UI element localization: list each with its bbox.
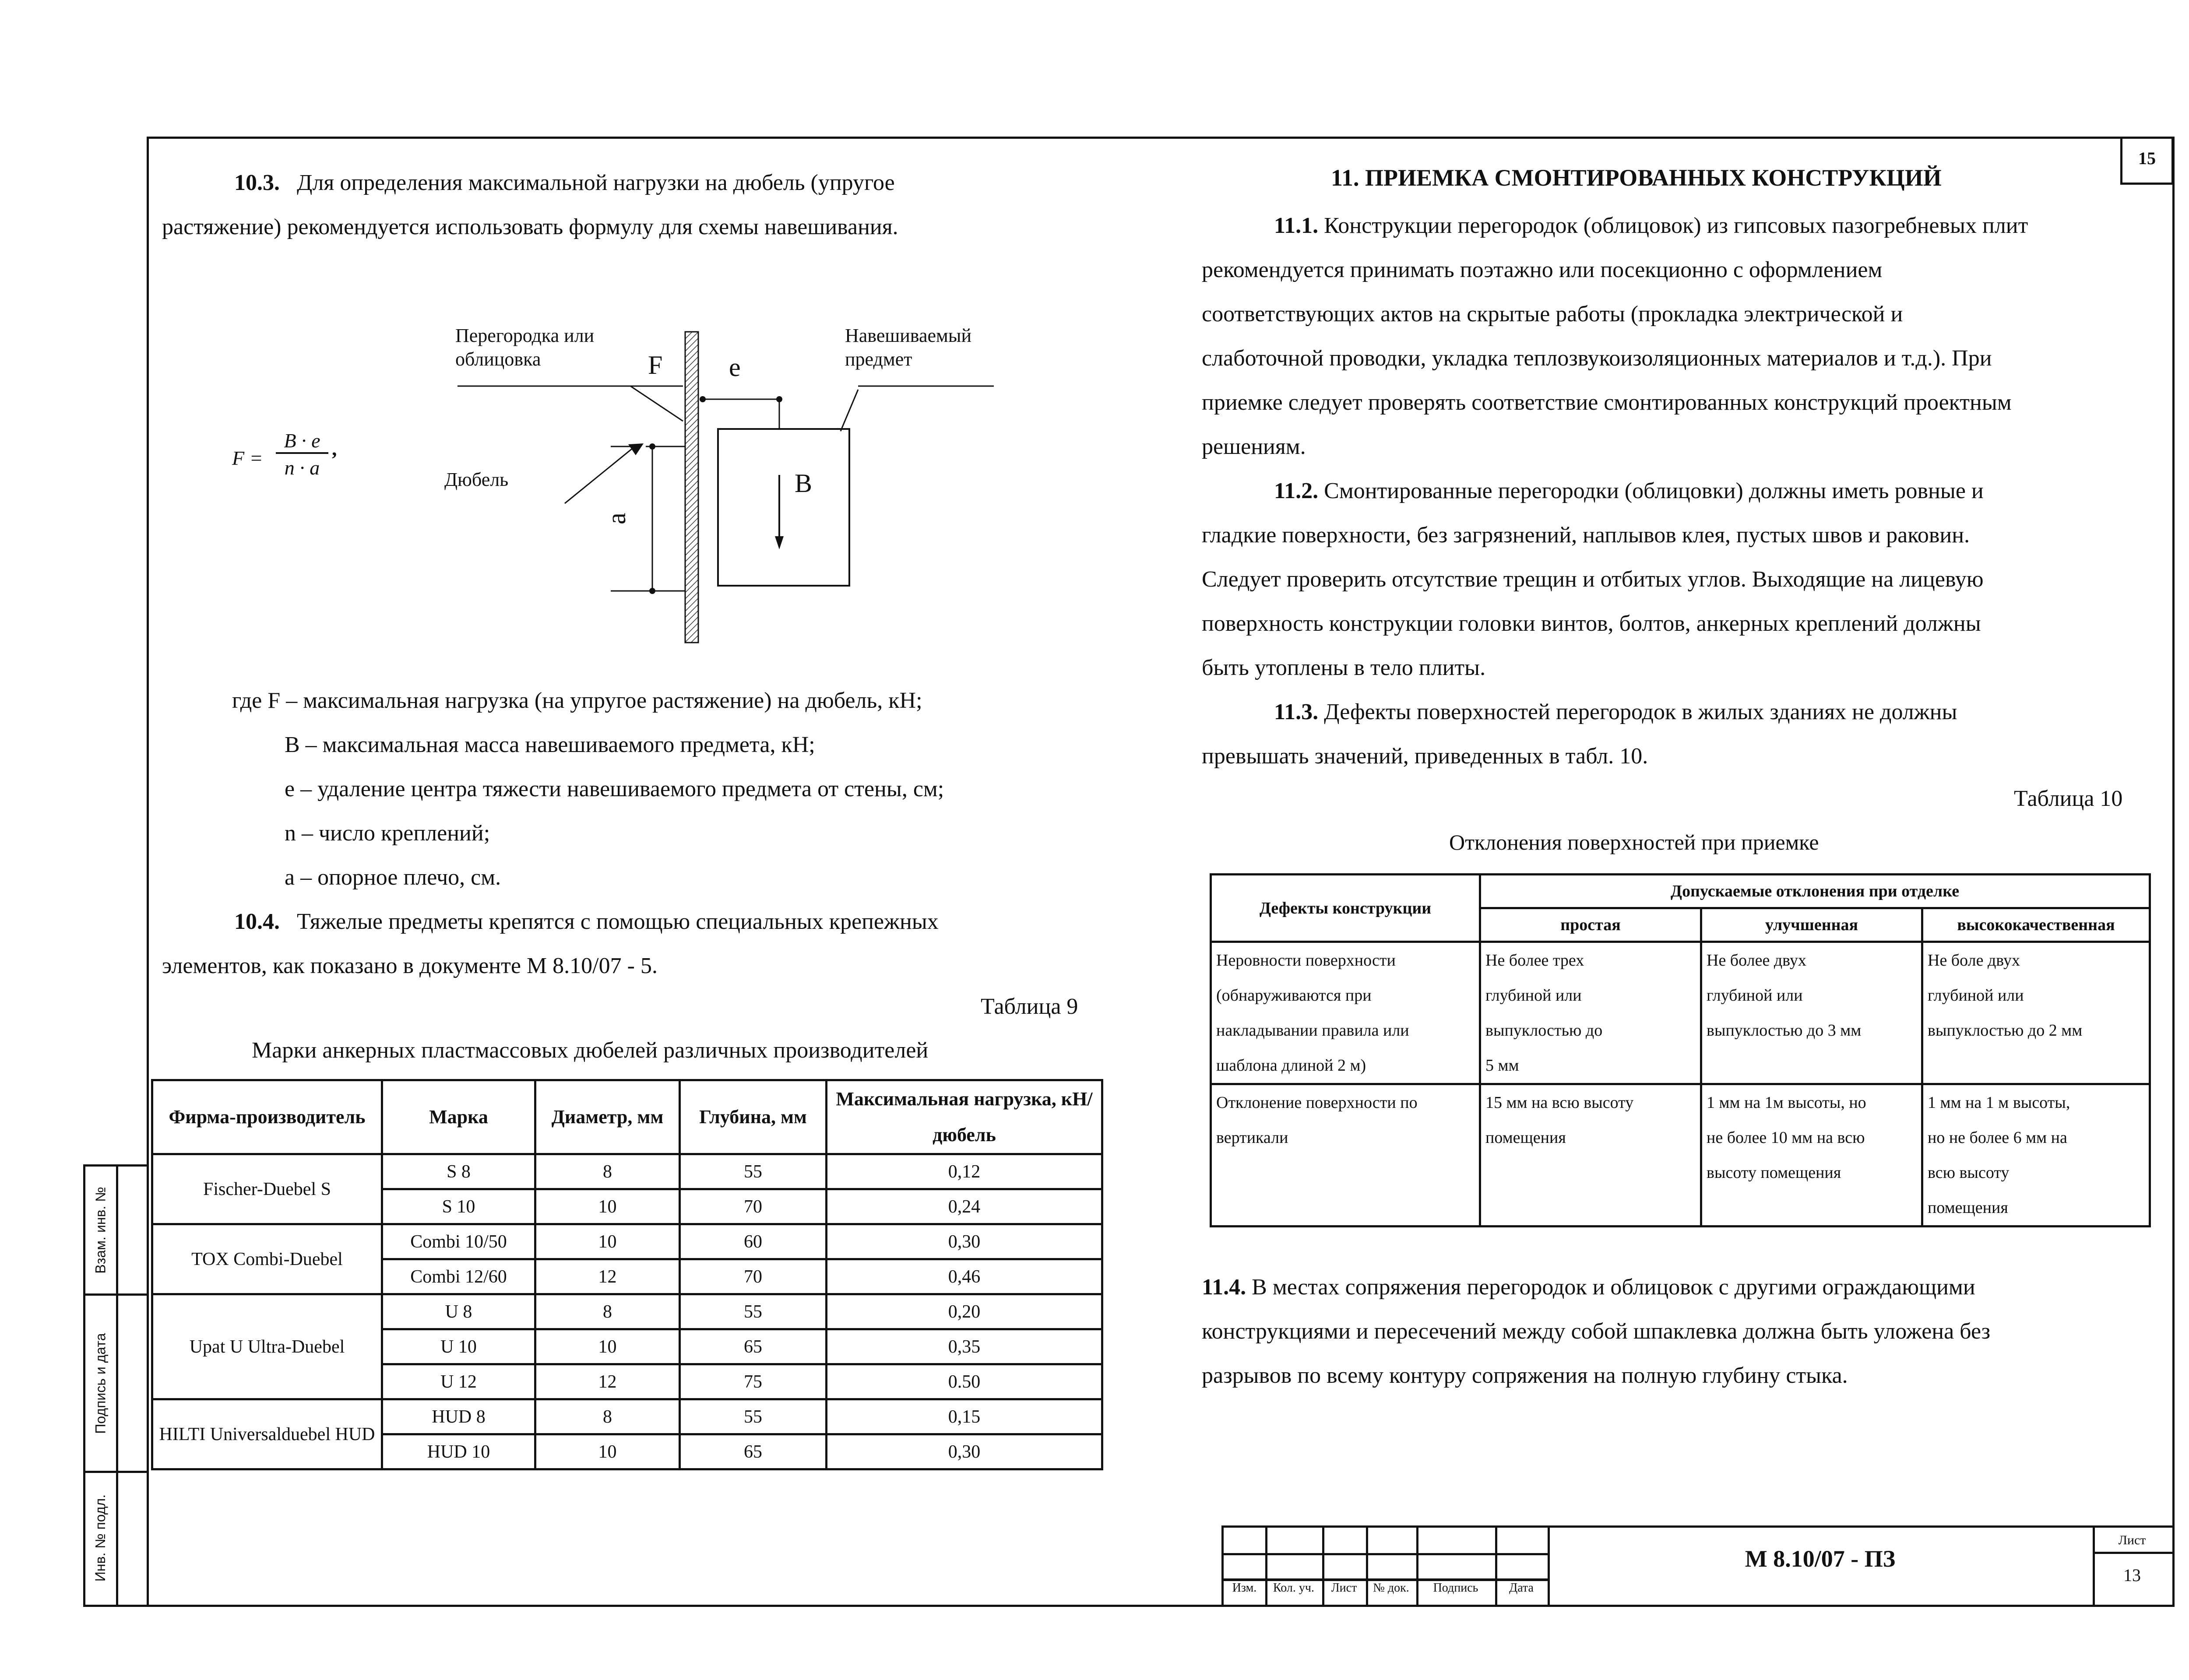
label-a: a (602, 513, 631, 524)
th-diam: Диаметр, мм (535, 1080, 680, 1154)
label-dowel: Дюбель (444, 469, 509, 490)
table-row: HILTI Universalduebel HUD HUD 8 8 55 0,15 (152, 1399, 1102, 1434)
table-row: U 12 12 75 0.50 (152, 1364, 1102, 1399)
th-high: высококачественная (1922, 908, 2150, 942)
document-code: М 8.10/07 - ПЗ (1745, 1546, 1896, 1572)
firm-cell: Upat U Ultra-Duebel (152, 1294, 382, 1399)
arrow-B (775, 536, 784, 549)
th-improved: улучшенная (1701, 908, 1922, 942)
side-label-podpis: Подпись и дата (92, 1332, 109, 1434)
formula-legend: где F – максимальная нагрузка (на упругое растяжение) на дюбель, кН; В – максимальная масса навешиваемого предмета, кН; е – удаление центра тяжести навешиваемого предмета от стены, см; n – число креплений; а – опорное плечо, см. (232, 688, 944, 890)
table-row: Fischer-Duebel S S 8 8 55 0,12 (152, 1154, 1102, 1189)
label-F: F (648, 351, 663, 380)
section-11-4: 11.4. В местах сопряжения перегородок и облицовок с другими ограждающими конструкциями и пересечений между собой шпаклевка должна быть уложена без разрывов по всему контуру сопряжения на полную глубину стыка. (1202, 1275, 1991, 1388)
table-row: U 10 10 65 0,35 (152, 1329, 1102, 1364)
label-partition: Перегородка или облицовка (455, 325, 595, 370)
label-object: Навешиваемый предмет (845, 325, 971, 370)
defect-cell: Отклонение поверхности по вертикали (1211, 1084, 1480, 1227)
section-11-1: 11.1. Конструкции перегородок (облицовок) из гипсовых пазогребневых плит рекомендуется принимать поэтажно или посекционно с оформлением соответствующих актов на скрытые работы (прокладка электрической и слаботочной проводки, укладка теплозвукоизоляционных материалов и т.д.). При приемке следует проверять соответствие смонтированных конструкций проектным решениям. 11.2. Смонтированные перегородки (облицовки) должны иметь ровные и гладкие поверхности, без загрязнений, наплывов клея, пустых швов и раковин. Следует проверить отсутствие трещин и отбитых углов. Выходящие на лицевую поверхность конструкции головки винтов, болтов, анкерных креплений должны быть утоплены в тело плиты. 11.3. Дефекты поверхностей перегородок в жилых зданиях не должны превышать значений, приведенных в табл. 10. (1202, 213, 2028, 769)
firm-cell: TOX Combi-Duebel (152, 1224, 382, 1294)
section-10-3: 10.3. Для определения максимальной нагрузки на дюбель (упругое растяжение) рекомендуется использовать формулу для схемы навешивания. (162, 170, 898, 239)
sheet-label: Лист (2118, 1533, 2146, 1547)
table-9-dowels (151, 1079, 1103, 1470)
th-firm: Фирма-производитель (152, 1080, 382, 1154)
th-depth: Глубина, мм (680, 1080, 827, 1154)
table-row: Неровности поверхности (обнаруживаются при накладывании правила или шаблона длиной 2 м) Не более трех глубиной или выпуклостью до 5 мм Не более двух глубиной или выпуклостью до 3 мм Не боле двух глубиной или выпуклостью до 2 мм (1211, 942, 2150, 1084)
hanging-object (718, 429, 849, 586)
table10-title: Отклонения поверхностей при приемке (1449, 830, 1819, 854)
table-row: Combi 12/60 12 70 0,46 (152, 1259, 1102, 1294)
top-page-number: 15 (2120, 137, 2174, 185)
table-10-deviations (1210, 873, 2151, 1227)
side-label-inv: Инв. № подл. (92, 1494, 109, 1582)
defect-cell: Неровности поверхности (обнаруживаются при накладывании правила или шаблона длиной 2 м) (1211, 942, 1480, 1084)
table10-label: Таблица 10 (2014, 786, 2123, 811)
section-10-4: 10.4. Тяжелые предметы крепятся с помощью специальных крепежных элементов, как показано в документе М 8.10/07 - 5. (162, 909, 939, 978)
table9-title: Марки анкерных пластмассовых дюбелей различных производителей (252, 1038, 929, 1063)
th-load: Максимальная нагрузка, кН/дюбель (827, 1080, 1102, 1154)
section-11-heading: 11. ПРИЕМКА СМОНТИРОВАННЫХ КОНСТРУКЦИЙ (1331, 165, 1942, 191)
side-stamp-strip (83, 1164, 149, 1607)
table-row: Upat U Ultra-Duebel U 8 8 55 0,20 (152, 1294, 1102, 1329)
th-allowed: Допускаемые отклонения при отделке (1480, 875, 2150, 908)
wall-section (685, 332, 698, 643)
label-B: B (795, 469, 813, 498)
table-row: TOX Combi-Duebel Combi 10/50 10 60 0,30 (152, 1224, 1102, 1259)
label-e: e (729, 353, 741, 382)
sheet-number: 13 (2123, 1565, 2141, 1585)
table9-label: Таблица 9 (981, 994, 1078, 1019)
th-simple: простая (1480, 908, 1701, 942)
th-defects: Дефекты конструкции (1211, 875, 1480, 942)
title-block-stamp: Изм. Кол. уч. Лист № док. Подпись Дата М 8.10/07 - ПЗ Лист 13 (1221, 1525, 2172, 1605)
table-row: Отклонение поверхности по вертикали 15 мм на всю высоту помещения 1 мм на 1м высоты, но не более 10 мм на всю высоту помещения 1 мм на 1 м высоты, но не более 6 мм на всю высоту помещения (1211, 1084, 2150, 1227)
firm-cell: Fischer-Duebel S (152, 1154, 382, 1224)
firm-cell: HILTI Universalduebel HUD (152, 1399, 382, 1469)
table-row: S 10 10 70 0,24 (152, 1189, 1102, 1224)
th-mark: Марка (382, 1080, 535, 1154)
side-label-vzam: Взам. инв. № (92, 1186, 109, 1274)
table-row: HUD 10 10 65 0,30 (152, 1434, 1102, 1469)
